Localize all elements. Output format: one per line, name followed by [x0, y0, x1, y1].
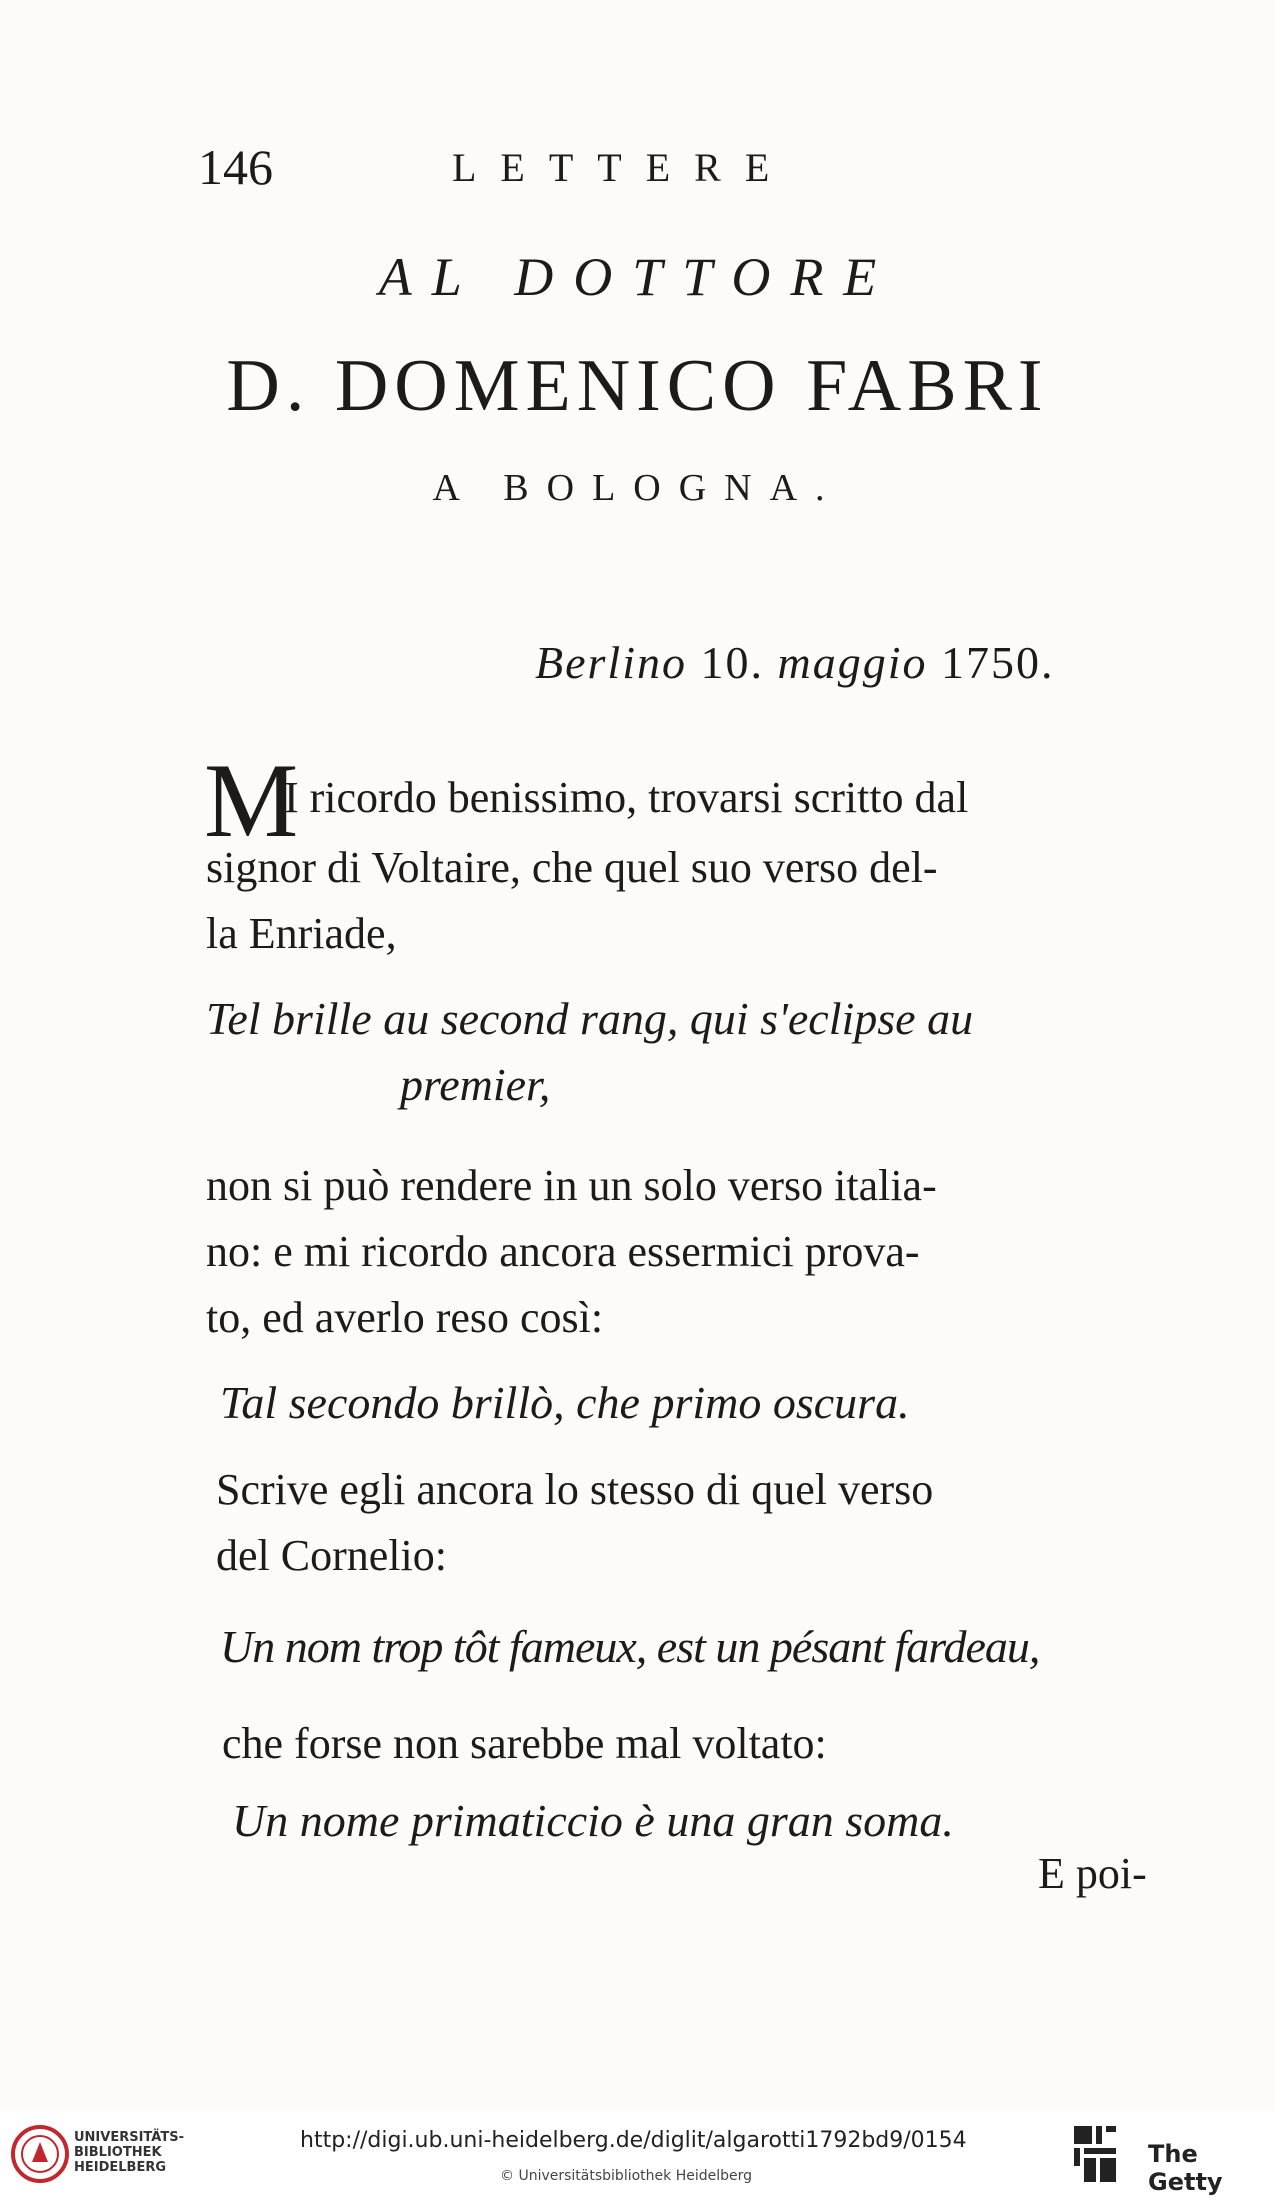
text-line: del Cornelio: — [216, 1531, 447, 1580]
dateline-place: Berlino — [535, 637, 687, 688]
running-head — [0, 138, 1275, 198]
text-line: I ricordo benissimo, trovarsi scritto dal — [284, 773, 969, 822]
page-number: 146 — [198, 139, 273, 195]
dedication-line: AL DOTTORE — [378, 247, 897, 307]
verse-line: Un nom trop tôt fameux, est un pésant fardeau, — [220, 1621, 1040, 1672]
text-line: to, ed averlo reso così: — [206, 1293, 604, 1342]
getty-name: The Getty — [1148, 2140, 1223, 2196]
drop-cap: M — [204, 742, 299, 859]
dateline-month: maggio — [777, 637, 928, 688]
text-line: no: e mi ricordo ancora essermici prova- — [206, 1227, 920, 1276]
verse-line: Tel brille au second rang, qui s'eclipse au — [206, 993, 974, 1044]
text-line: che forse non sarebbe mal voltato: — [222, 1719, 827, 1768]
verse-line: premier, — [400, 1059, 551, 1110]
copyright-notice: © Universitätsbibliothek Heidelberg — [500, 2168, 753, 2184]
verse-line: Tal secondo brillò, che primo oscura. — [220, 1377, 910, 1428]
text-line: la Enriade, — [206, 909, 397, 958]
permalink-url[interactable]: http://digi.ub.uni-heidelberg.de/diglit/algarotti1792bd9/0154 — [300, 2128, 967, 2153]
recipient-name: D. DOMENICO FABRI — [226, 345, 1049, 427]
dateline-year: 1750. — [940, 637, 1055, 688]
text-line: non si può rendere in un solo verso italia- — [206, 1161, 937, 1210]
text-line: signor di Voltaire, che quel suo verso del- — [206, 843, 938, 892]
library-name: UNIVERSITÄTS- BIBLIOTHEK HEIDELBERG — [74, 2130, 184, 2175]
university-seal-icon — [10, 2124, 70, 2184]
running-title: LETTERE — [452, 145, 794, 190]
dateline — [535, 636, 1054, 689]
viewer-footer — [0, 2110, 1275, 2200]
getty-logo-icon — [1072, 2124, 1118, 2184]
text-line: Scrive egli ancora lo stesso di quel verso — [216, 1465, 934, 1514]
recipient-city: A BOLOGNA. — [432, 467, 843, 509]
catchword: E poi- — [1038, 1849, 1147, 1898]
verse-line: Un nome primaticcio è una gran soma. — [232, 1795, 954, 1846]
dateline-day: 10. — [700, 637, 764, 688]
